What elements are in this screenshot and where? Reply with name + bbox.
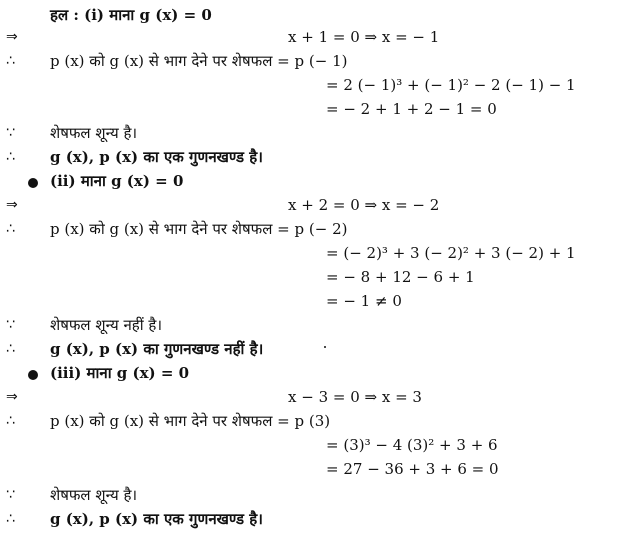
remainder-statement: p (x) को g (x) से भाग देने पर शेषफल = p (3) <box>50 412 331 430</box>
equation-line: x + 1 = 0 ⇒ x = − 1 <box>288 28 440 46</box>
calculation-step: = (3)³ − 4 (3)² + 3 + 6 <box>326 436 498 454</box>
implies-symbol: ⇒ <box>6 389 18 405</box>
solution-header: हल : (i) माना g (x) = 0 <box>50 6 212 24</box>
reason-statement: शेषफल शून्य है। <box>50 486 138 504</box>
therefore-symbol: ∴ <box>6 511 15 527</box>
implies-symbol: ⇒ <box>6 29 18 45</box>
stray-dot <box>324 346 326 348</box>
therefore-symbol: ∴ <box>6 221 15 237</box>
conclusion-statement: g (x), p (x) का एक गुणनखण्ड है। <box>50 510 263 528</box>
reason-statement: शेषफल शून्य नहीं है। <box>50 316 163 334</box>
equation-line: x + 2 = 0 ⇒ x = − 2 <box>288 196 440 214</box>
because-symbol: ∵ <box>6 125 15 141</box>
part-heading: (ii) माना g (x) = 0 <box>50 172 184 190</box>
equation-line: x − 3 = 0 ⇒ x = 3 <box>288 388 422 406</box>
therefore-symbol: ∴ <box>6 341 15 357</box>
calculation-step: = 27 − 36 + 3 + 6 = 0 <box>326 460 499 478</box>
conclusion-statement: g (x), p (x) का गुणनखण्ड नहीं है। <box>50 340 264 358</box>
because-symbol: ∵ <box>6 487 15 503</box>
therefore-symbol: ∴ <box>6 53 15 69</box>
bullet-icon <box>28 173 38 191</box>
bullet-icon <box>28 365 38 383</box>
reason-statement: शेषफल शून्य है। <box>50 124 138 142</box>
calculation-step: = (− 2)³ + 3 (− 2)² + 3 (− 2) + 1 <box>326 244 576 262</box>
remainder-statement: p (x) को g (x) से भाग देने पर शेषफल = p (− 2) <box>50 220 348 238</box>
part-heading: (iii) माना g (x) = 0 <box>50 364 190 382</box>
calculation-step: = − 2 + 1 + 2 − 1 = 0 <box>326 100 497 118</box>
therefore-symbol: ∴ <box>6 413 15 429</box>
implies-symbol: ⇒ <box>6 197 18 213</box>
calculation-step: = 2 (− 1)³ + (− 1)² − 2 (− 1) − 1 <box>326 76 576 94</box>
therefore-symbol: ∴ <box>6 149 15 165</box>
because-symbol: ∵ <box>6 317 15 333</box>
calculation-step: = − 1 ≠ 0 <box>326 292 402 310</box>
calculation-step: = − 8 + 12 − 6 + 1 <box>326 268 475 286</box>
conclusion-statement: g (x), p (x) का एक गुणनखण्ड है। <box>50 148 263 166</box>
remainder-statement: p (x) को g (x) से भाग देने पर शेषफल = p (− 1) <box>50 52 348 70</box>
